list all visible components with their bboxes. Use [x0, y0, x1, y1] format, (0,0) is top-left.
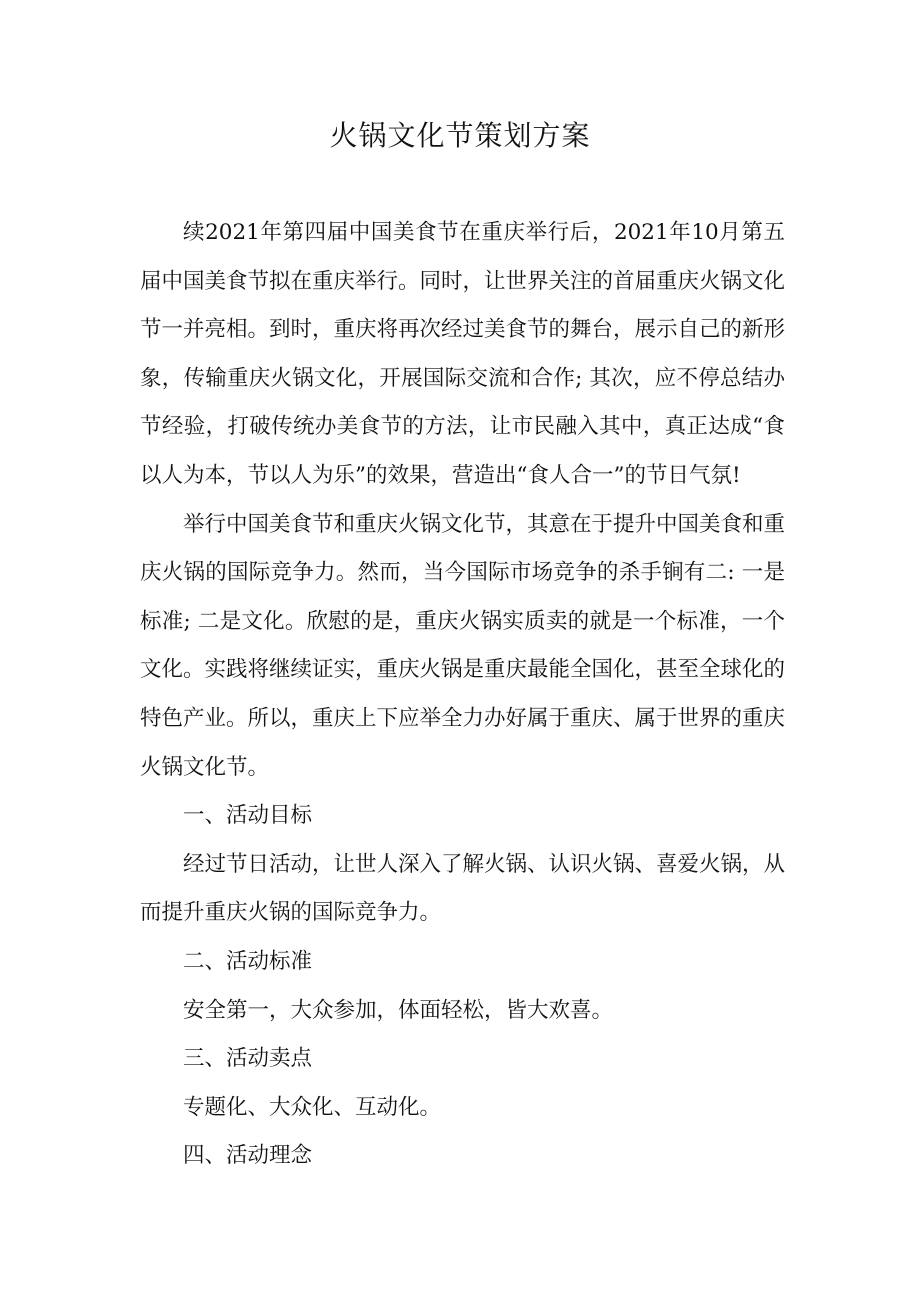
- section-heading-concept: 四、活动理念: [183, 1143, 313, 1169]
- section-heading-standard: 二、活动标准: [183, 948, 313, 974]
- section-heading-selling-points: 三、活动卖点: [183, 1046, 313, 1072]
- paragraph-intro: 续2021年第四届中国美食节在重庆举行后，2021年10月第五届中国美食节拟在重庆举行。同时，让世界关注的首届重庆火锅文化节一并亮相。到时，重庆将再次经过美食节的舞台，展示自己的新形象，传输重庆火锅文化，开展国际交流和合作; 其次，应不停总结办节经验，打破传统办美食节的方法，让市民融入其中，真正达成“食以人为本，节以人为乐”的效果，营造出“食人合一”的节日气氛!: [140, 220, 786, 488]
- document-title: 火锅文化节策划方案: [329, 119, 591, 152]
- document-body: [140, 209, 785, 1181]
- paragraph-goal: 经过节日活动，让世人深入了解火锅、认识火锅、喜爱火锅，从而提升重庆火锅的国际竞争力。: [140, 851, 786, 926]
- paragraph-purpose: 举行中国美食节和重庆火锅文化节，其意在于提升中国美食和重庆火锅的国际竞争力。然而，当今国际市场竞争的杀手锏有二: 一是标准; 二是文化。欣慰的是，重庆火锅实质卖的就是一个标准，一个文化。实践将继续证实，重庆火锅是重庆最能全国化，甚至全球化的特色产业。所以，重庆上下应举全力办好属于重庆、属于世界的重庆火锅文化节。: [140, 511, 786, 780]
- paragraph-standard: 安全第一，大众参加，体面轻松，皆大欢喜。: [183, 997, 614, 1023]
- section-heading-goal: 一、活动目标: [183, 803, 313, 829]
- paragraph-selling-points: 专题化、大众化、互动化。: [183, 1094, 442, 1120]
